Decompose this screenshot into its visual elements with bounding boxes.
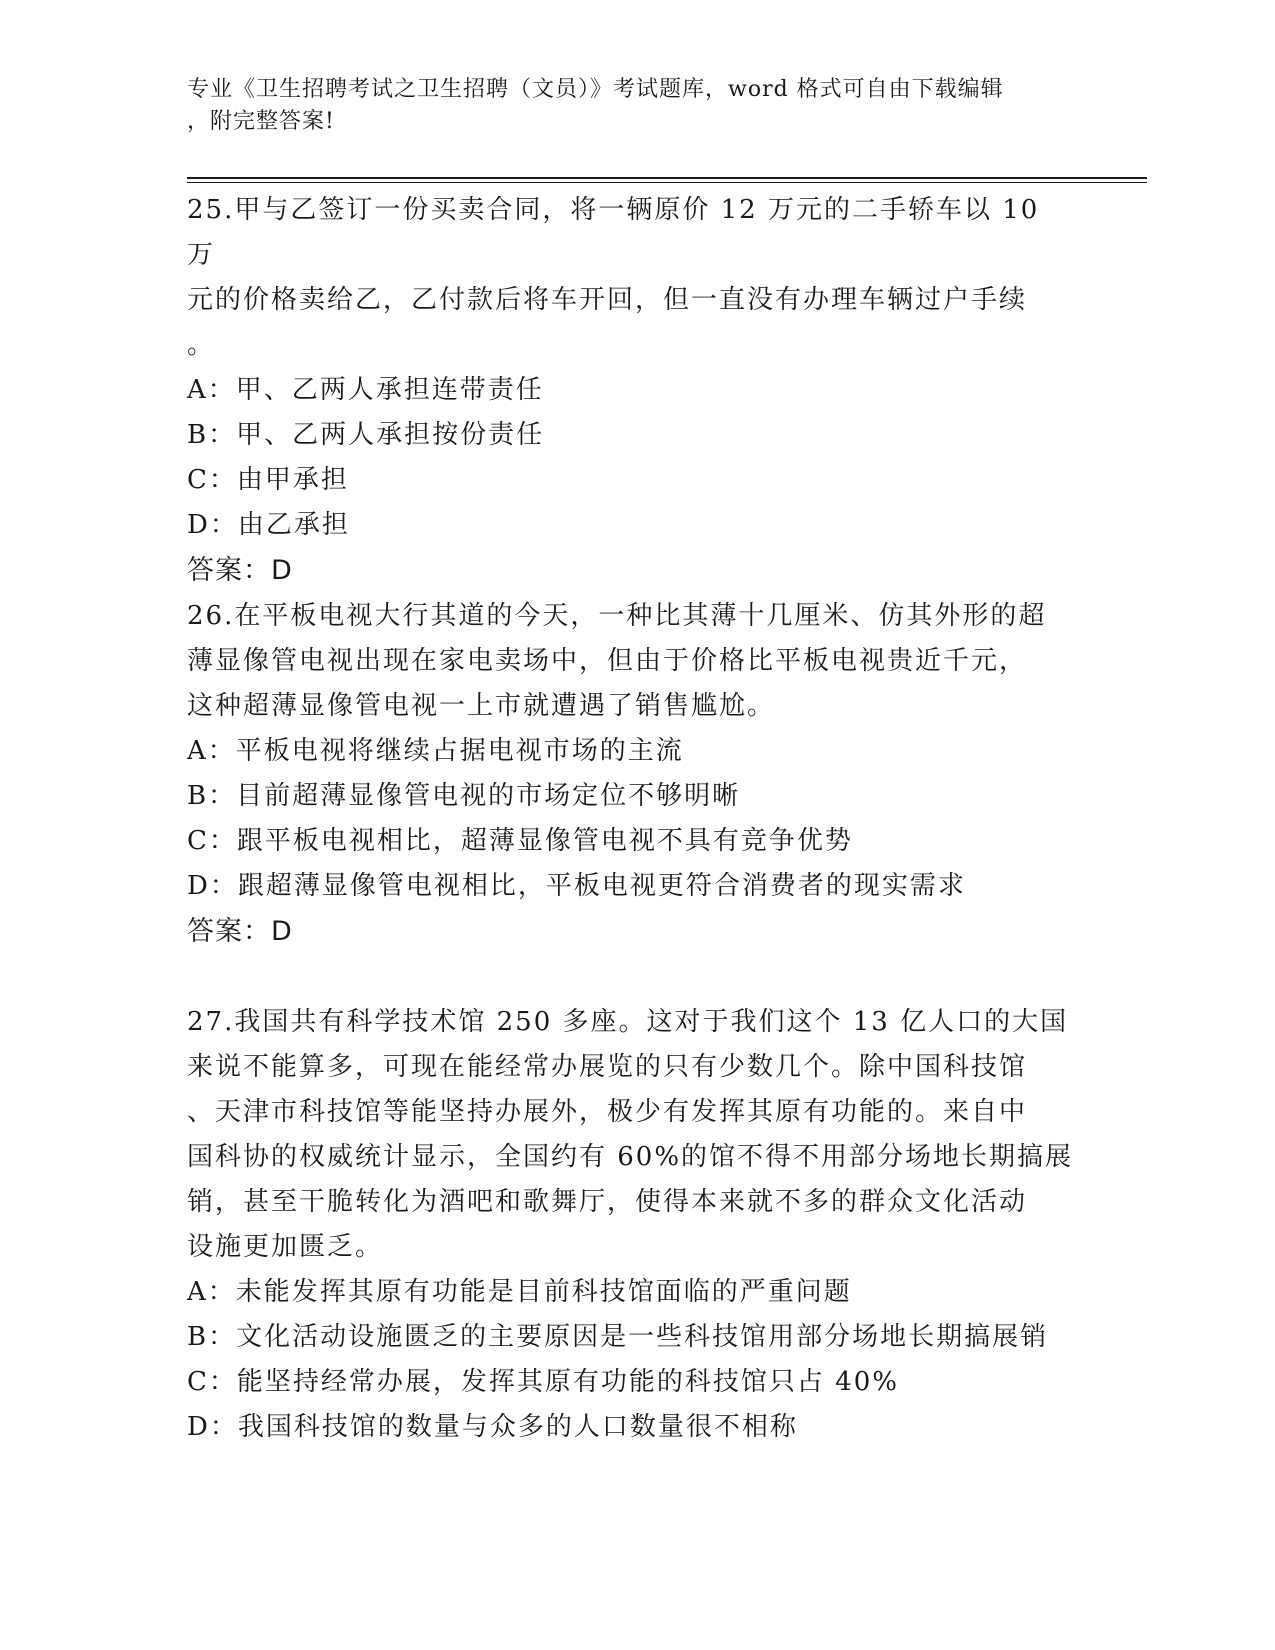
question-stem-line: 设施更加匮乏。 [187,1232,384,1262]
option-b: B：目前超薄显像管电视的市场定位不够明晰 [187,781,741,811]
question-stem-line: 元的价格卖给乙，乙付款后将车开回，但一直没有办理车辆过户手续 [187,285,1028,315]
question-stem-line: 、天津市科技馆等能坚持办展外，极少有发挥其原有功能的。来自中 [187,1097,1028,1127]
option-d: D：跟超薄显像管电视相比，平板电视更符合消费者的现实需求 [187,871,966,901]
option-c: C：跟平板电视相比，超薄显像管电视不具有竞争优势 [187,826,853,856]
header-line-1: 专业《卫生招聘考试之卫生招聘（文员）》考试题库，word 格式可自由下载编辑 [187,77,1004,102]
header-divider-thick [187,177,1147,179]
header-line-2: ，附完整答案! [187,109,335,134]
question-stem-line: 来说不能算多，可现在能经常办展览的只有少数几个。除中国科技馆 [187,1052,1028,1082]
option-d: D：我国科技馆的数量与众多的人口数量很不相称 [187,1412,798,1442]
question-stem-line: 国科协的权威统计显示，全国约有 60%的馆不得不用部分场地长期搞展 [187,1142,1074,1172]
option-c: C：由甲承担 [187,465,349,495]
option-b: B：甲、乙两人承担按份责任 [187,420,545,450]
option-a: A：平板电视将继续占据电视市场的主流 [187,736,684,766]
option-a: A：甲、乙两人承担连带责任 [187,375,544,405]
question-stem-line: 27.我国共有科学技术馆 250 多座。这对于我们这个 13 亿人口的大国 [187,1007,1069,1037]
answer-line: 答案：D [187,916,293,947]
option-a: A：未能发挥其原有功能是目前科技馆面临的严重问题 [187,1277,852,1307]
question-stem-line: 26.在平板电视大行其道的今天，一种比其薄十几厘米、仿其外形的超 [187,601,1047,631]
question-stem-line: 。 [187,330,216,360]
document-header [187,74,1067,138]
question-25 [187,188,1077,593]
question-26 [187,594,1077,954]
question-stem-line: 薄显像管电视出现在家电卖场中，但由于价格比平板电视贵近千元， [187,646,1028,676]
option-d: D：由乙承担 [187,510,350,540]
header-divider-thin [187,182,1147,183]
question-stem-line: 这种超薄显像管电视一上市就遭遇了销售尴尬。 [187,691,776,721]
option-b: B：文化活动设施匮乏的主要原因是一些科技馆用部分场地长期搞展销 [187,1322,1049,1352]
question-stem-line: 25.甲与乙签订一份买卖合同，将一辆原价 12 万元的二手轿车以 10 万 [187,195,1040,270]
question-stem-line: 销，甚至干脆转化为酒吧和歌舞厅，使得本来就不多的群众文化活动 [187,1187,1028,1217]
option-c: C：能坚持经常办展，发挥其原有功能的科技馆只占 40% [187,1367,899,1397]
question-27 [187,1000,1077,1450]
answer-line: 答案：D [187,555,293,586]
